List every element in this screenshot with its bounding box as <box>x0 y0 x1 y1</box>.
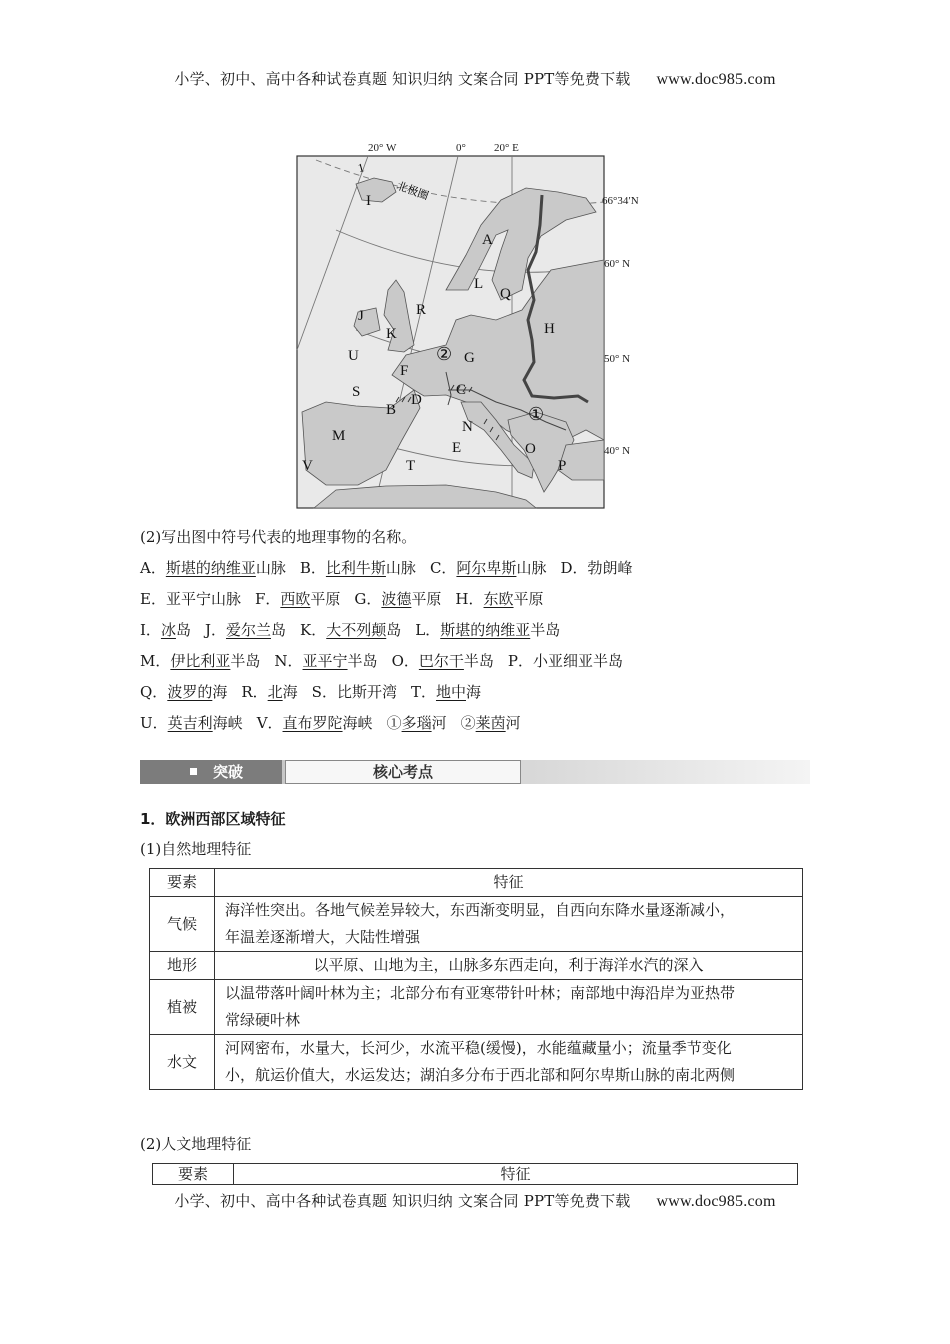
map-label-G: G <box>464 350 475 366</box>
map-label-N: N <box>462 419 473 435</box>
table-header-cell: 要素 <box>153 1164 234 1185</box>
edge-mark: 1 <box>356 160 366 176</box>
table-row: 地形 以平原、山地为主，山脉多东西走向，利于海洋水汽的深入 <box>150 952 803 980</box>
answer-row-5: Q．波罗的海 R．北海 S．比斯开湾 T．地中海 <box>140 683 481 701</box>
natural-features-table <box>149 868 803 1090</box>
answer-row-2: E．亚平宁山脉 F．西欧平原 G．波德平原 H．东欧平原 <box>140 590 544 608</box>
map-label-J: J <box>358 308 364 324</box>
map-label-F: F <box>400 363 409 379</box>
table-row: 气候 海洋性突出。各地气候差异较大，东西渐变明显，自西向东降水量逐渐减小， 年温差逐渐增大，大陆性增强 <box>150 897 803 952</box>
table-header-cell: 特征 <box>215 869 803 897</box>
banner-right: 核心考点 <box>285 760 521 784</box>
answers-block <box>140 522 632 739</box>
map-label-B: B <box>386 402 397 418</box>
map-label-T: T <box>406 458 416 474</box>
section-title: 1．欧洲西部区域特征 <box>140 810 286 828</box>
lat-label-40: 40° N <box>604 445 631 457</box>
answer-row-3: I．冰岛 J．爱尔兰岛 K．大不列颠岛 L．斯堪的纳维亚半岛 <box>140 621 561 639</box>
question-line: (2)写出图中符号代表的地理事物的名称。 <box>140 528 417 546</box>
map-label-I: I <box>366 193 371 209</box>
map-label-river-1: ① <box>528 404 545 424</box>
answer-row-6: U．英吉利海峡 V．直布罗陀海峡 ①多瑙河 ②莱茵河 <box>140 714 521 732</box>
table-header-row <box>153 1164 798 1185</box>
page-header <box>0 68 950 89</box>
map-label-A: A <box>482 232 493 248</box>
subsection-natural: (1)自然地理特征 <box>140 840 252 858</box>
footer-text: 小学、初中、高中各种试卷真题 知识归纳 文案合同 PPT等免费下载 <box>174 1192 631 1210</box>
map-label-P: P <box>558 458 567 474</box>
map-label-S: S <box>352 384 361 400</box>
arctic-circle-label: 北极圈 <box>394 179 431 203</box>
map-label-Q: Q <box>500 286 511 302</box>
lat-label-50: 50° N <box>604 353 631 365</box>
table-header-cell: 特征 <box>234 1164 798 1185</box>
section-banner <box>140 760 810 784</box>
map-label-L: L <box>474 276 484 292</box>
map-label-M: M <box>332 428 346 444</box>
table-row: 水文 河网密布，水量大，长河少，水流平稳(缓慢)，水能蕴藏量小；流量季节变化 小，航运价值大，水运发达；湖泊多分布于西北部和阿尔卑斯山脉的南北两侧 <box>150 1035 803 1090</box>
footer-url[interactable]: www.doc985.com <box>656 1193 776 1210</box>
answer-row-1: A．斯堪的纳维亚山脉 B．比利牛斯山脉 C．阿尔卑斯山脉 D．勃朗峰 <box>140 559 633 577</box>
lon-label-20e: 20° E <box>494 142 519 154</box>
header-url[interactable]: www.doc985.com <box>656 71 776 88</box>
square-icon <box>190 768 197 775</box>
map-label-O: O <box>525 441 536 457</box>
table-header-cell: 要素 <box>150 869 215 897</box>
lat-label-60: 60° N <box>604 258 631 270</box>
map-label-R: R <box>416 302 427 318</box>
map-label-U: U <box>348 348 359 364</box>
map-label-V: V <box>302 458 313 474</box>
europe-map <box>296 140 639 510</box>
map-label-H: H <box>544 321 555 337</box>
map-label-E: E <box>452 440 462 456</box>
banner-left: 突破 <box>140 760 282 784</box>
lon-label-0: 0° <box>456 142 466 154</box>
answer-row-4: M．伊比利亚半岛 N．亚平宁半岛 O．巴尔干半岛 P．小亚细亚半岛 <box>140 652 623 670</box>
map-label-C: C <box>456 382 467 398</box>
lat-label-66: 66°34′N <box>602 195 639 207</box>
lon-label-20w: 20° W <box>368 142 397 154</box>
map-label-river-2: ② <box>436 344 453 364</box>
table-row: 植被 以温带落叶阔叶林为主；北部分布有亚寒带针叶林；南部地中海沿岸为亚热带 常绿硬叶林 <box>150 980 803 1035</box>
human-features-table <box>152 1163 798 1185</box>
header-text: 小学、初中、高中各种试卷真题 知识归纳 文案合同 PPT等免费下载 <box>174 70 631 88</box>
map-label-K: K <box>386 326 397 342</box>
map-label-D: D <box>411 392 422 408</box>
table-header-row <box>150 869 803 897</box>
page-footer <box>0 1190 950 1211</box>
subsection-human: (2)人文地理特征 <box>140 1135 252 1153</box>
